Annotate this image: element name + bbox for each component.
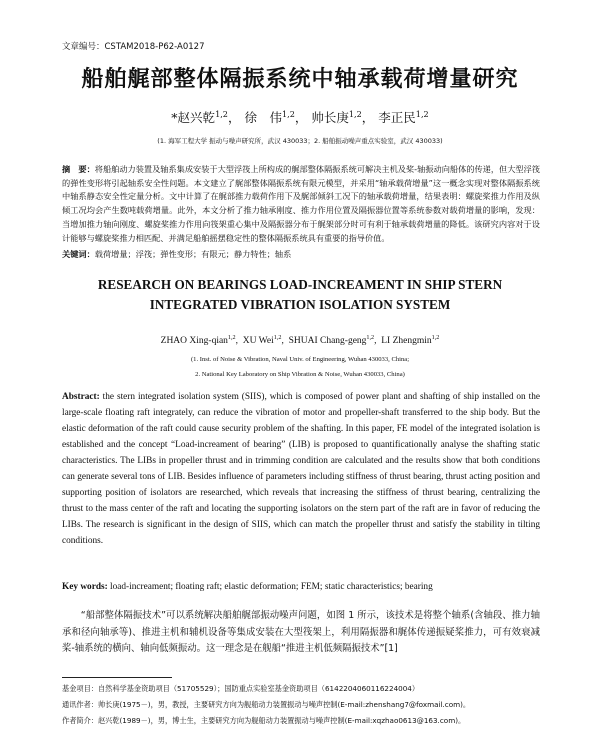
author-sup: 1,2 — [431, 334, 440, 341]
english-title-line: RESEARCH ON BEARINGS LOAD-INCREAMENT IN SHIP STERN — [97, 277, 503, 292]
english-abstract — [62, 389, 540, 549]
footnote-divider — [62, 677, 172, 678]
author-sup: 1,2 — [227, 334, 236, 341]
footnote-author-bio: 作者简介：赵兴乾(1989－)，男，博士生，主要研究方向为舰船动力装置振动与噪声控制(E-mail:xqzhao0613@163.com)。 — [62, 716, 466, 725]
author-name: XU Wei — [242, 336, 274, 346]
abstract-label: Abstract: — [62, 392, 100, 402]
author-sup: 1,2 — [273, 334, 282, 341]
english-keywords — [62, 582, 540, 592]
abstract-text: 将船舶动力装置及轴系集成安装于大型浮筏上所构成的艉部整体隔振系统可解决主机及桨-轴振动向船体的传递，但大型浮筏的弹性变形将引起轴系安全性问题。本文建立了艉部整体隔振系统有限元模型，并采用“轴承载荷增量”这一概念实现对整体隔振系统中轴系静态安全性定量分析。文中计算了在艉部推力载荷作用下及艉部倾斜工况下的轴承载荷增量，结果表明：螺旋桨推力作用及纵倾工况均会产生数吨载荷增量。此外，本文分析了推力轴承刚度、推力作用位置及隔振器位置等系统参数对载荷增量的影响，发现：当增加推力轴向刚度、螺旋桨推力作用向筏架重心集中及隔振器分布于艉架部分时可有利于轴承载荷增量的降低。该研究内容对于设计能够与螺旋桨推力相匹配、并满足船舶摇摆稳定性的整体隔振系统具有重要的指导价值。 — [62, 164, 540, 243]
author-name: SHUAI Chang-geng — [288, 336, 367, 346]
author-sup: 1,2 — [215, 108, 228, 119]
author-sup: 1,2 — [281, 108, 295, 119]
keywords-label: 关键词： — [62, 249, 95, 259]
footnote-corresponding-author: 通讯作者：帅长庚(1975－)，男，教授，主要研究方向为舰船动力装置振动与噪声控制(E-mail:zhenshang7@foxmail.com)。 — [62, 700, 471, 709]
author-name: LI Zhengmin — [381, 336, 432, 346]
author-name: 帅长庚 — [311, 110, 349, 125]
english-title-line: INTEGRATED VIBRATION ISOLATION SYSTEM — [149, 297, 451, 312]
chinese-keywords — [62, 249, 540, 260]
chinese-title: 船舶艉部整体隔振系统中轴承载荷增量研究 — [81, 67, 519, 92]
author-name: 徐 伟 — [244, 110, 282, 125]
footnote-funding: 基金项目：自然科学基金资助项目（51705529）；国防重点实验室基金资助项目（6142204060116224004） — [62, 684, 420, 693]
keywords-text: 载荷增量；浮筏；弹性变形；有限元；静力特性；轴系 — [94, 249, 292, 259]
abstract-label: 摘 要： — [62, 164, 95, 174]
english-authors: ZHAO Xing-qian$^{1,2}$, XU Wei$^{1,2}$, SHUAI Chang-geng$^{1,2}$, LI Zhengmin$^{1,2}$ — [160, 334, 440, 346]
keywords-label: Key words: — [62, 582, 108, 592]
chinese-affiliation: (1. 海军工程大学 振动与噪声研究所，武汉 430033；2. 船舶振动噪声重点实验室，武汉 430033) — [157, 137, 443, 145]
author-sup: 1,2 — [415, 108, 429, 119]
keywords-text: load-increament; floating raft; elastic deformation; FEM; static characteristics; bearing — [110, 582, 433, 592]
english-title — [0, 275, 600, 315]
author-sup: 1,2 — [366, 334, 375, 341]
english-affiliation-1: (1. Inst. of Noise & Vibration, Naval Univ. of Engineering, Wuhan 430033, China; — [190, 356, 410, 363]
abstract-text: the stern integrated isolation system (SIIS), which is composed of power plant and shafting of ship installed on the large-scale floating raft integrately, can reduce the vibration of motor and propeller-shaft transferred to the ship body. But the elastic deformation of the raft could cause security problem of the shafting. In this paper, FE model of the integrated isolation is established and the concept “Load-increament of bearing” (LIB) is proposed to quantificationally analyse the shafting static characteristics. The LIBs in propeller thrust and in trimming condition are calculated and the results show that both conditions can generate several tons of LIB. Besides influence of parameters including stiffness of thrust bearing, thrust acting position and supporting position of isolators are researched, which reveals that increasing the stiffness of thrust bearing, centralizing the thrust to the mass center of the raft and locating the supporting isolators on the stern part of the raft are in favor of reducing the LIBs. The research is significant in the design of SIIS, which can match the propeller thrust and satisfy the stability in tilting conditions. — [62, 392, 540, 546]
english-affiliation-2: 2. National Key Laboratory on Ship Vibration & Noise, Wuhan 430033, China) — [195, 371, 405, 378]
body-paragraph: “船部整体隔振技术”可以系统解决船舶艉部振动噪声问题，如图 1 所示，该技术是将整个轴系(含轴段、推力轴承和径向轴承等)、推进主机和辅机设备等集成安装在大型筏架上，利用隔振器和艉体传递振疑桨推力，可有效衰减桨-轴系统的横向、轴向低频振动。这一理念是在舰船“推进主机低频隔振技术”[1] — [62, 610, 540, 655]
author-sup: 1,2 — [348, 108, 362, 119]
author-name: ZHAO Xing-qian — [160, 336, 228, 346]
author-name: *赵兴乾 — [171, 110, 216, 125]
author-name: 李正民 — [378, 110, 416, 125]
chinese-authors: *赵兴乾$^{1,2}$， 徐 伟$^{1,2}$， 帅长庚$^{1,2}$， 李正民$^{1,2}$ — [171, 108, 429, 125]
chinese-abstract — [62, 163, 540, 245]
article-number: 文章编号：CSTAM2018-P62-A0127 — [62, 42, 205, 52]
